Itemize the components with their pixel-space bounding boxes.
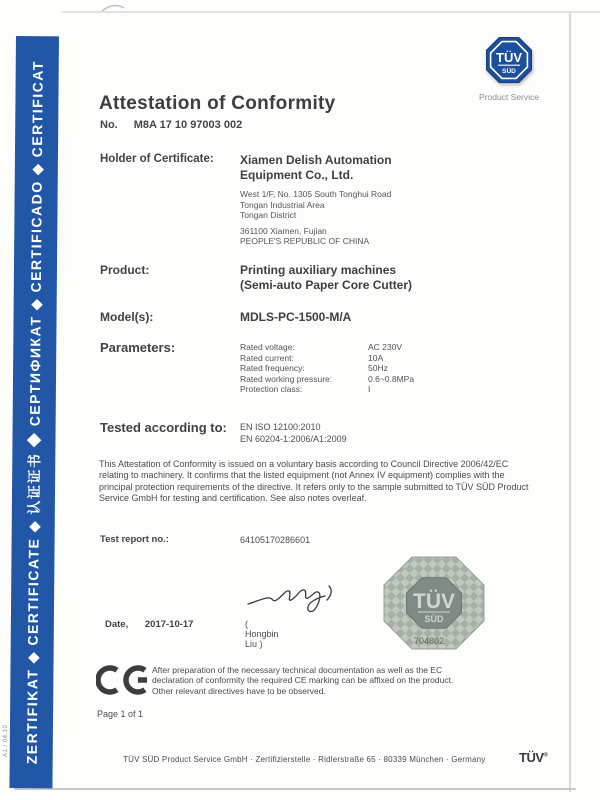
parameter-value: I [368, 384, 371, 395]
footer-address: TÜV SÜD Product Service GmbH · Zertifizierstelle · Ridlerstraße 65 · 80339 München · Germany [123, 755, 486, 764]
address-line: West 1/F, No. 1305 South Tonghui Road [240, 189, 392, 199]
registered-mark: ® [543, 752, 548, 759]
product-section [100, 263, 545, 293]
parameter-name: Rated frequency: [240, 363, 305, 374]
certificate-number: M8A 17 10 97003 002 [133, 119, 243, 131]
model-section [100, 310, 545, 325]
legal-paragraph: This Attestation of Conformity is issued on a voluntary basis according to Council Directive 2006/42/EC relating to machinery. It confirms that the listed equipment (not Annex IV equipment) complies with the principal protection requirements of the directive. It refers only to the sample submitted to TÜV SÜD Product Service GmbH for testing and certification. See also notes overleaf. [99, 459, 529, 504]
signature-handwriting [245, 582, 337, 616]
parameter-name: Rated working pressure: [240, 373, 333, 384]
standard-item: EN 60204-1:2006/A1:2009 [240, 433, 347, 444]
footer-tuv-wordmark [519, 750, 547, 765]
stamp-serial-number: 704802 [413, 636, 445, 646]
product-line2: (Semi-auto Paper Core Cutter) [240, 278, 413, 292]
ce-note-line: After preparation of the necessary technical documentation as well as the EC [152, 665, 443, 675]
logo-caption: Product Service [479, 92, 539, 102]
tested-section [100, 420, 545, 445]
parameter-name: Rated current: [240, 352, 294, 363]
certificate-number-label: No. [100, 119, 118, 131]
footer-tuv-text: TÜV [519, 750, 544, 765]
certificate-number-row [100, 119, 242, 131]
tuv-sud-octagon-icon [485, 36, 533, 84]
standard-item: EN ISO 12100:2010 [240, 422, 321, 432]
holder-address [240, 189, 545, 221]
tested-label: Tested according to: [100, 420, 227, 435]
parameters-table [240, 342, 545, 395]
product-value [240, 263, 545, 293]
ce-note [152, 665, 542, 696]
logo-sud-text: SÜD [502, 68, 516, 75]
stamp-tuv-text: TÜV [413, 590, 455, 613]
holder-value [240, 153, 545, 247]
holder-name-line2: Equipment Co., Ltd. [240, 168, 354, 182]
address-line: Tongan District [240, 210, 297, 220]
parameter-value: AC 230V [368, 342, 403, 352]
date-label: Date, [105, 619, 129, 630]
address-line: 361100 Xiamen, Fujian [240, 225, 327, 236]
address-line: PEOPLE'S REPUBLIC OF CHINA [240, 236, 370, 246]
ribbon-multilingual-label: ZERTIFIKAT ◆ CERTIFICATE ◆ 认证证书 ◆ СЕРТИФИКАТ ◆ CERTIFICADO ◆ CERTIFICAT [23, 60, 46, 765]
standards-list [240, 422, 545, 445]
model-label: Model(s): [100, 310, 154, 324]
page-indicator: Page 1 of 1 [97, 709, 144, 719]
page-right-edge [569, 13, 571, 792]
parameter-value: 50Hz [368, 363, 388, 374]
parameters-label: Parameters: [100, 340, 176, 355]
date-value: 2017-10-17 [144, 619, 194, 630]
parameters-section [100, 340, 545, 395]
product-label: Product: [100, 263, 150, 277]
test-report-label: Test report no.: [100, 534, 169, 545]
hologram-stamp-icon [382, 553, 486, 653]
page-bottom-edge [14, 788, 576, 790]
address-line: Tongan Industrial Area [240, 199, 325, 210]
page-title: Attestation of Conformity [99, 93, 336, 114]
signer-name: ( Hongbin Liu ) [245, 619, 279, 649]
holder-label: Holder of Certificate: [100, 153, 214, 165]
model-value: MDLS-PC-1500-M/A [240, 310, 352, 324]
parameter-name: Rated voltage: [240, 342, 295, 352]
certificate-ribbon [9, 36, 59, 788]
ce-mark-icon [96, 664, 152, 696]
scan-artifact-mark [100, 1, 126, 13]
stamp-sud-text: SÜD [424, 614, 444, 624]
holder-name-line1: Xiamen Delish Automation [240, 153, 392, 167]
parameter-value: 10A [368, 352, 384, 363]
ribbon-form-code: A1 / 04.10 [3, 724, 9, 757]
test-report-section [100, 534, 545, 545]
ce-note-line: declaration of conformity the required CE marking can be affixed on the product. [152, 675, 454, 686]
page-top-edge [62, 11, 600, 13]
parameter-name: Protection class: [240, 384, 303, 395]
test-report-number: 64105170286601 [240, 535, 311, 545]
holder-address-region [240, 226, 545, 247]
product-line1: Printing auxiliary machines [240, 263, 397, 277]
parameter-value: 0.6~0.8MPa [368, 373, 415, 384]
logo-tuv-text: TÜV [496, 50, 522, 65]
date-row [105, 619, 279, 649]
ce-note-line: Other relevant directives have to be observed. [152, 685, 326, 696]
tuv-sud-logo [479, 36, 539, 102]
holder-section [100, 153, 545, 247]
